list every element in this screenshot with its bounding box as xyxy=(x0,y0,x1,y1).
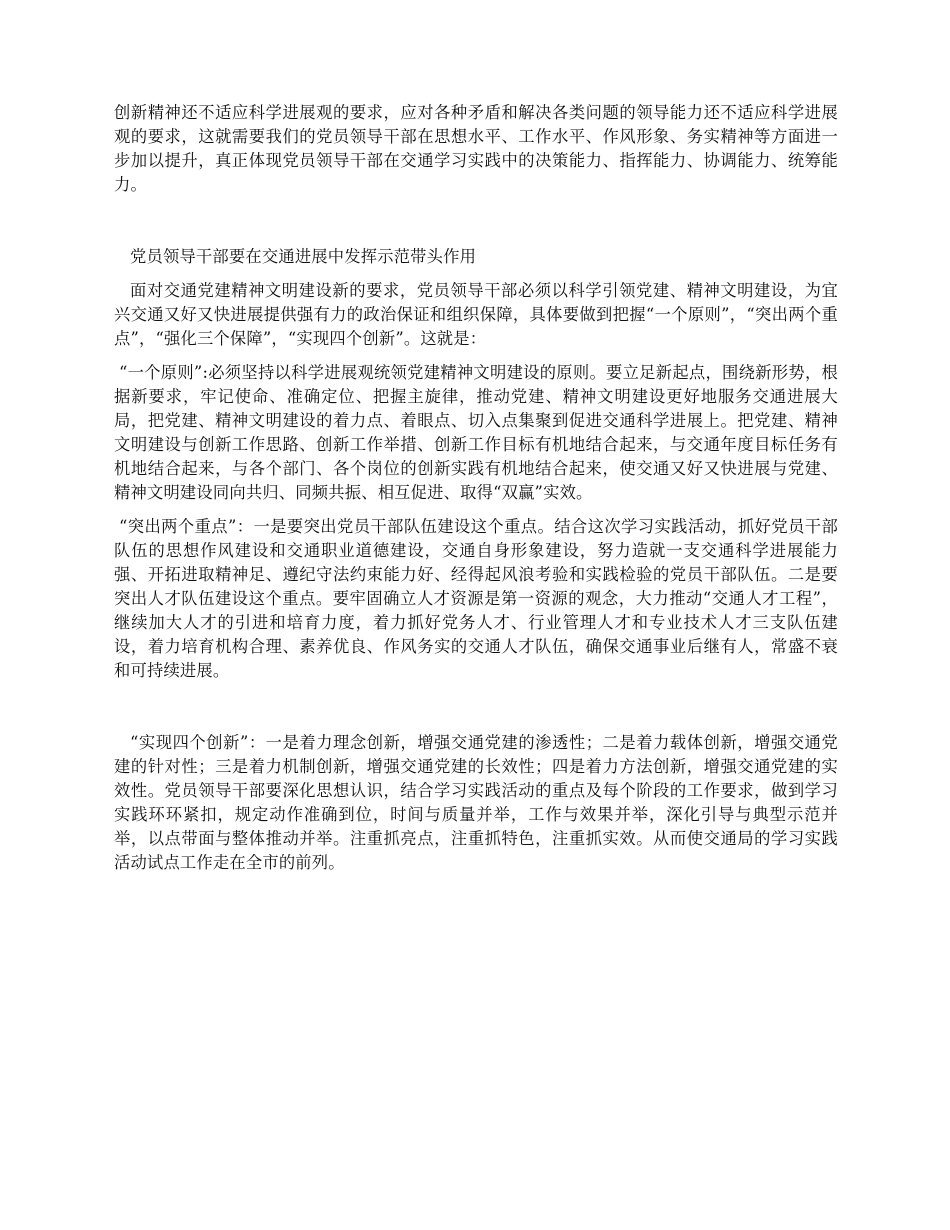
document-page xyxy=(114,101,838,875)
intro-paragraph: 创新精神还不适应科学进展观的要求，应对各种矛盾和解决各类问题的领导能力还不适应科学进展观的要求，这就需要我们的党员领导干部在思想水平、工作水平、作风形象、务实精神等方面进一步加以提升，真正体现党员领导干部在交通学习实践中的决策能力、指挥能力、协调能力、统筹能力。 xyxy=(114,103,838,194)
paragraph-one-principle: “一个原则”:必须坚持以科学进展观统领党建精神文明建设的原则。要立足新起点，围绕新形势，根据新要求，牢记使命、准确定位、把握主旋律，推动党建、精神文明建设更好地服务交通进展大局，把党建、精神文明建设的着力点、着眼点、切入点集聚到促进交通科学进展上。把党建、精神文明建设与创新工作思路、创新工作举措、创新工作目标有机地结合起来，与交通年度目标任务有机地结合起来，与各个部门、各个岗位的创新实践有机地结合起来，使交通又好又快进展与党建、精神文明建设同向共归、同频共振、相互促进、取得“双赢”实效。 xyxy=(114,363,838,502)
paragraph-two-focuses: “突出两个重点”：一是要突出党员干部队伍建设这个重点。结合这次学习实践活动，抓好党员干部队伍的思想作风建设和交通职业道德建设，交通自身形象建设，努力造就一支交通科学进展能力强、开拓进取精神足、遵纪守法约束能力好、经得起风浪考验和实践检验的党员干部队伍。二是要突出人才队伍建设这个重点。要牢固确立人才资源是第一资源的观念，大力推动“交通人才工程”，继续加大人才的引进和培育力度，着力抓好党务人才、行业管理人才和专业技术人才三支队伍建设，着力培育机构合理、素养优良、作风务实的交通人才队伍，确保交通事业后继有人，常盛不衰和可持续进展。 xyxy=(114,517,838,680)
section-heading: 党员领导干部要在交通进展中发挥示范带头作用 xyxy=(130,247,477,266)
paragraph-four-innovations: “实现四个创新”：一是着力理念创新，增强交通党建的渗透性；二是着力载体创新，增强交通党建的针对性；三是着力机制创新，增强交通党建的长效性；四是着力方法创新，增强交通党建的实效性。党员领导干部要深化思想认识，结合学习实践活动的重点及每个阶段的工作要求，做到学习实践环环紧扣，规定动作准确到位，时间与质量并举，工作与效果并举，深化引导与典型示范并举，以点带面与整体推动并举。注重抓亮点，注重抓特色，注重抓实效。从而使交通局的学习实践活动试点工作走在全市的前列。 xyxy=(114,733,838,872)
paragraph-requirements: 面对交通党建精神文明建设新的要求，党员领导干部必须以科学引领党建、精神文明建设，为宜兴交通又好又快进展提供强有力的政治保证和组织保障，具体要做到把握“一个原则”，“突出两个重点”，“强化三个保障”，“实现四个创新”。这就是： xyxy=(114,281,838,348)
